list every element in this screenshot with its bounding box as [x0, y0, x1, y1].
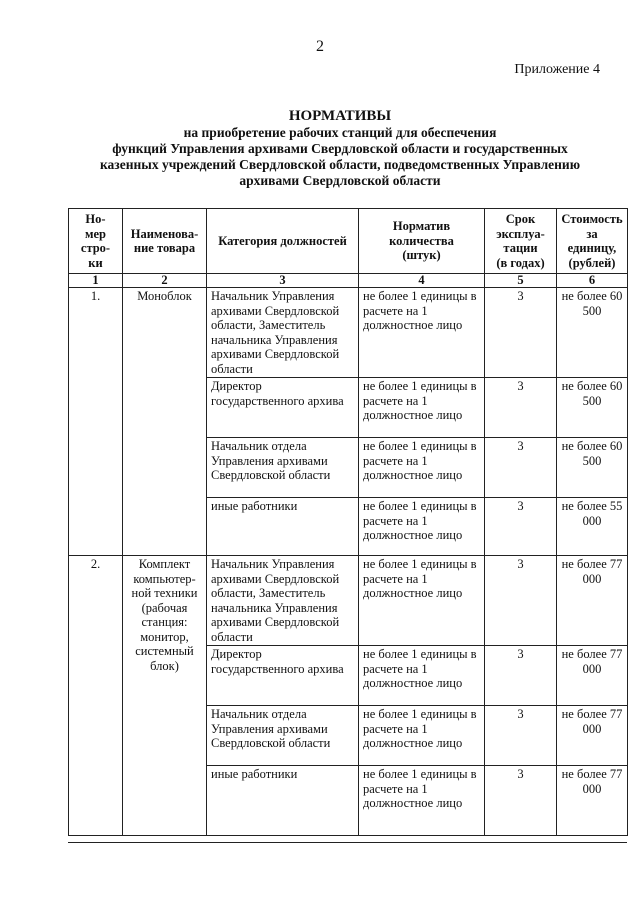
price-cell: не более 60 500: [557, 438, 628, 498]
header-cell: Норматив количества (штук): [359, 209, 485, 274]
header-row: [69, 209, 628, 274]
header-cell: Стоимость за единицу, (рублей): [557, 209, 628, 274]
page-number: 2: [316, 38, 324, 55]
category-cell: Директор государственного архива: [207, 378, 359, 438]
category-cell: иные работники: [207, 766, 359, 836]
column-number: 3: [207, 274, 359, 288]
table-body: [69, 288, 628, 836]
price-cell: не более 77 000: [557, 556, 628, 646]
column-number: 2: [123, 274, 207, 288]
norm-cell: не более 1 единицы в расчете на 1 должностное лицо: [359, 646, 485, 706]
price-cell: не более 60 500: [557, 288, 628, 378]
norm-cell: не более 1 единицы в расчете на 1 должностное лицо: [359, 556, 485, 646]
column-number: 6: [557, 274, 628, 288]
norm-cell: не более 1 единицы в расчете на 1 должностное лицо: [359, 706, 485, 766]
term-cell: 3: [485, 766, 557, 836]
table-row: [69, 288, 628, 378]
price-cell: не более 60 500: [557, 378, 628, 438]
column-number: 1: [69, 274, 123, 288]
price-cell: не более 55 000: [557, 498, 628, 556]
norm-cell: не более 1 единицы в расчете на 1 должностное лицо: [359, 288, 485, 378]
column-number: 5: [485, 274, 557, 288]
title-line: казенных учреждений Свердловской области, подведомственных Управлению: [99, 157, 581, 172]
header-cell: Категория должностей: [207, 209, 359, 274]
price-cell: не более 77 000: [557, 706, 628, 766]
table-row: [69, 556, 628, 646]
norm-cell: не более 1 единицы в расчете на 1 должностное лицо: [359, 766, 485, 836]
item-name-cell: Комплект компьютер-ной техники (рабочая станция: монитор, системный блок): [123, 556, 207, 836]
term-cell: 3: [485, 556, 557, 646]
row-number-cell: 2.: [69, 556, 123, 836]
category-cell: Начальник Управления архивами Свердловской области, Заместитель начальника Управления архивами Свердловской области: [207, 288, 359, 378]
category-cell: Директор государственного архива: [207, 646, 359, 706]
title-line: на приобретение рабочих станций для обеспечения: [183, 125, 497, 140]
term-cell: 3: [485, 438, 557, 498]
title-heading: НОРМАТИВЫ: [288, 108, 392, 124]
header-cell: Наименова- ние товара: [123, 209, 207, 274]
appendix-label: Приложение 4: [514, 62, 600, 77]
header-cell: Но- мер стро- ки: [69, 209, 123, 274]
category-cell: иные работники: [207, 498, 359, 556]
term-cell: 3: [485, 288, 557, 378]
column-number: 4: [359, 274, 485, 288]
norm-cell: не более 1 единицы в расчете на 1 должностное лицо: [359, 498, 485, 556]
header-cell: Срок эксплуа- тации (в годах): [485, 209, 557, 274]
norms-table: [68, 208, 628, 836]
table-bottom-border: [68, 842, 627, 843]
item-name-cell: Моноблок: [123, 288, 207, 556]
title-line: функций Управления архивами Свердловской области и государственных: [112, 141, 568, 156]
title-line: архивами Свердловской области: [239, 173, 441, 188]
column-number-row: [69, 274, 628, 288]
term-cell: 3: [485, 706, 557, 766]
term-cell: 3: [485, 646, 557, 706]
norm-cell: не более 1 единицы в расчете на 1 должностное лицо: [359, 438, 485, 498]
row-number-cell: 1.: [69, 288, 123, 556]
term-cell: 3: [485, 498, 557, 556]
term-cell: 3: [485, 378, 557, 438]
category-cell: Начальник отдела Управления архивами Свердловской области: [207, 438, 359, 498]
norm-cell: не более 1 единицы в расчете на 1 должностное лицо: [359, 378, 485, 438]
category-cell: Начальник отдела Управления архивами Свердловской области: [207, 706, 359, 766]
price-cell: не более 77 000: [557, 646, 628, 706]
price-cell: не более 77 000: [557, 766, 628, 836]
document-title: [90, 108, 590, 189]
category-cell: Начальник Управления архивами Свердловской области, Заместитель начальника Управления архивами Свердловской области: [207, 556, 359, 646]
